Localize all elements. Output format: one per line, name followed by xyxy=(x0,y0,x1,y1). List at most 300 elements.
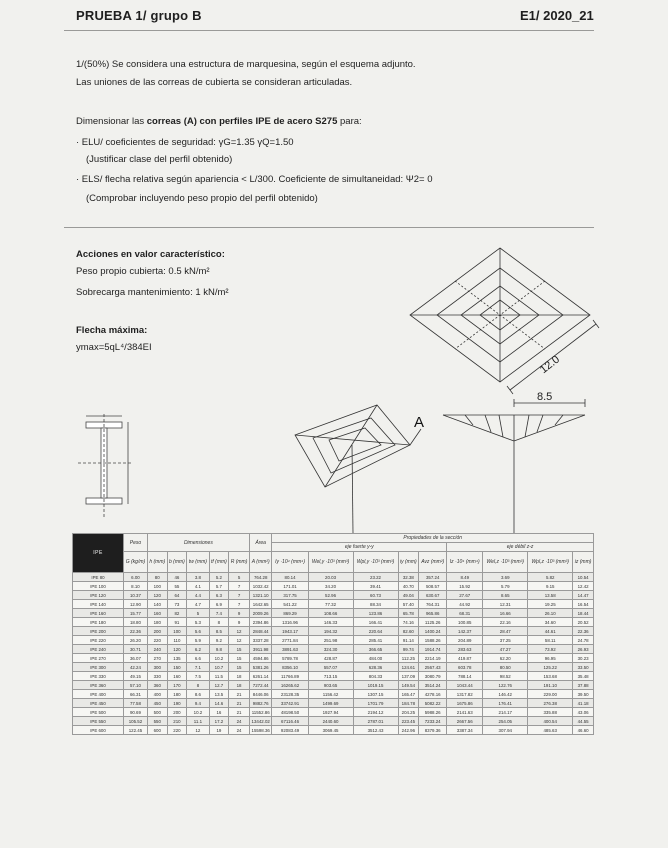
table-cell: 23.22 xyxy=(353,573,398,582)
maintenance-overload: Sobrecarga mantenimiento: 1 kN/m² xyxy=(76,287,229,298)
table-cell: 600 xyxy=(147,726,167,735)
table-cell: 251.98 xyxy=(308,636,353,645)
table-cell: 11.1 xyxy=(187,717,209,726)
table-cell: 12.42 xyxy=(573,582,594,591)
table-cell: 5381.26 xyxy=(249,663,272,672)
table-cell: 2567.43 xyxy=(419,663,447,672)
table-cell: 2214.19 xyxy=(419,654,447,663)
table-cell: 21 xyxy=(229,699,250,708)
table-cell: 12.7 xyxy=(209,681,229,690)
table-cell: 220 xyxy=(147,636,167,645)
table-cell: 3069.45 xyxy=(308,726,353,735)
table-cell: 120 xyxy=(167,645,187,654)
table-cell: 764.31 xyxy=(419,600,447,609)
profile-name: IPE 100 xyxy=(73,582,124,591)
table-cell: 19.25 xyxy=(528,600,573,609)
table-cell: 98.52 xyxy=(483,672,528,681)
table-cell: 91.14 xyxy=(398,636,419,645)
table-cell: 1317.82 xyxy=(447,690,483,699)
table-cell: 13442.02 xyxy=(249,717,272,726)
profile-name: IPE 600 xyxy=(73,726,124,735)
table-cell: 965.86 xyxy=(419,609,447,618)
column-header: Wpl,y ·10³ (mm³) xyxy=(353,552,398,573)
table-cell: 15 xyxy=(229,663,250,672)
table-cell: 15598.36 xyxy=(249,726,272,735)
table-row xyxy=(73,672,594,681)
table-cell: 2848.44 xyxy=(249,627,272,636)
table-cell: 21 xyxy=(229,690,250,699)
table-cell: 6.9 xyxy=(209,600,229,609)
table-cell: 13.5 xyxy=(209,690,229,699)
table-cell: 24 xyxy=(229,726,250,735)
table-cell: 6.6 xyxy=(187,654,209,663)
deflection-title: Flecha máxima: xyxy=(76,325,148,336)
table-cell: 6.3 xyxy=(209,591,229,600)
table-cell: 9882.76 xyxy=(249,699,272,708)
column-header: iz (mm) xyxy=(573,552,594,573)
table-row xyxy=(73,708,594,717)
table-cell: 77.32 xyxy=(308,600,353,609)
task-pre: Dimensionar las xyxy=(76,116,147,127)
profile-name: IPE 450 xyxy=(73,699,124,708)
table-row xyxy=(73,636,594,645)
table-cell: 220 xyxy=(167,726,187,735)
table-cell: 6.2 xyxy=(187,645,209,654)
table-cell: 46 xyxy=(167,573,187,582)
table-cell: 1642.65 xyxy=(249,600,272,609)
table-cell: 240 xyxy=(147,645,167,654)
table-cell: 628.36 xyxy=(353,663,398,672)
table-cell: 48198.50 xyxy=(272,708,308,717)
table-cell: 39.41 xyxy=(353,582,398,591)
column-header: Iy ·10⁴ (mm⁴) xyxy=(272,552,308,573)
table-cell: 146.33 xyxy=(308,618,353,627)
table-cell: 35.48 xyxy=(573,672,594,681)
table-cell: 8.10 xyxy=(124,582,148,591)
table-cell: 204.25 xyxy=(398,708,419,717)
table-cell: 73.92 xyxy=(528,645,573,654)
column-header: Iz ·10⁴ (mm⁴) xyxy=(447,552,483,573)
column-header: A (mm²) xyxy=(249,552,272,573)
table-cell: 788.14 xyxy=(447,672,483,681)
table-cell: 200 xyxy=(167,708,187,717)
column-header: iy (mm) xyxy=(398,552,419,573)
table-cell: 2394.86 xyxy=(249,618,272,627)
profile-name: IPE 180 xyxy=(73,618,124,627)
table-cell: 1675.86 xyxy=(447,699,483,708)
label-A: A xyxy=(414,414,425,431)
elu-note: (Justificar clase del perfil obtenido) xyxy=(86,154,233,165)
table-cell: 603.78 xyxy=(447,663,483,672)
table-cell: 14.47 xyxy=(573,591,594,600)
table-cell: 15 xyxy=(229,654,250,663)
table-cell: 557.07 xyxy=(308,663,353,672)
table-cell: 16.54 xyxy=(573,600,594,609)
table-cell: 21 xyxy=(229,708,250,717)
table-cell: 3891.63 xyxy=(272,645,308,654)
table-cell: 8.65 xyxy=(483,591,528,600)
table-cell: 105.52 xyxy=(124,717,148,726)
table-cell: 184.78 xyxy=(398,699,419,708)
table-cell: 1032.42 xyxy=(249,582,272,591)
table-cell: 47.27 xyxy=(483,645,528,654)
table-cell: 37.25 xyxy=(483,636,528,645)
column-header: R (mm) xyxy=(229,552,250,573)
table-cell: 1321.10 xyxy=(249,591,272,600)
dimension-horizontal: 8.5 xyxy=(537,391,553,403)
table-cell: 1316.96 xyxy=(272,618,308,627)
table-cell: 123.86 xyxy=(353,609,398,618)
table-cell: 508.57 xyxy=(419,582,447,591)
table-cell: 2009.26 xyxy=(249,609,272,618)
column-header: tw (mm) xyxy=(187,552,209,573)
table-cell: 36.07 xyxy=(124,654,148,663)
table-cell: 3387.34 xyxy=(447,726,483,735)
table-cell: 26.10 xyxy=(528,609,573,618)
table-cell: 10.2 xyxy=(187,708,209,717)
profile-name: IPE 360 xyxy=(73,681,124,690)
table-cell: 16 xyxy=(209,708,229,717)
intro-line-2: Las uniones de las correas de cubierta se consideran articuladas. xyxy=(76,77,353,88)
intro-line-1: 1/(50%) Se considera una estructura de marquesina, según el esquema adjunto. xyxy=(76,59,416,70)
table-cell: 46.60 xyxy=(573,726,594,735)
table-cell: 484.00 xyxy=(353,654,398,663)
table-cell: 254.05 xyxy=(483,717,528,726)
table-cell: 18.80 xyxy=(124,618,148,627)
table-cell: 3337.28 xyxy=(249,636,272,645)
col-group-props: Propiedades de la sección xyxy=(272,534,594,543)
table-row xyxy=(73,582,594,591)
ipe-logo: IPE xyxy=(73,534,124,573)
table-cell: 8.49 xyxy=(447,573,483,582)
table-cell: 74.16 xyxy=(398,618,419,627)
table-cell: 16265.62 xyxy=(272,681,308,690)
table-cell: 180 xyxy=(167,690,187,699)
profile-name: IPE 240 xyxy=(73,645,124,654)
table-cell: 41.18 xyxy=(573,699,594,708)
table-cell: 2440.60 xyxy=(308,717,353,726)
table-cell: 17.2 xyxy=(209,717,229,726)
table-cell: 194.32 xyxy=(308,627,353,636)
table-cell: 4.7 xyxy=(187,600,209,609)
table-cell: 3.8 xyxy=(187,573,209,582)
table-cell: 6261.14 xyxy=(249,672,272,681)
table-cell: 283.63 xyxy=(447,645,483,654)
table-cell: 214.17 xyxy=(483,708,528,717)
table-cell: 210 xyxy=(167,717,187,726)
profile-name: IPE 140 xyxy=(73,600,124,609)
table-cell: 7.1 xyxy=(187,663,209,672)
table-cell: 7233.24 xyxy=(419,717,447,726)
table-cell: 317.75 xyxy=(272,591,308,600)
table-cell: 77.58 xyxy=(124,699,148,708)
table-cell: 166.41 xyxy=(353,618,398,627)
actions-title: Acciones en valor característico: xyxy=(76,249,225,260)
table-cell: 100 xyxy=(167,627,187,636)
table-cell: 9 xyxy=(229,618,250,627)
table-cell: 5.9 xyxy=(187,636,209,645)
table-cell: 630.67 xyxy=(419,591,447,600)
column-header: Wel,y ·10³ (mm³) xyxy=(308,552,353,573)
table-cell: 32.38 xyxy=(398,573,419,582)
table-cell: 1914.74 xyxy=(419,645,447,654)
table-cell: 7.4 xyxy=(209,609,229,618)
table-cell: 1125.26 xyxy=(419,618,447,627)
table-cell: 20.52 xyxy=(573,618,594,627)
table-cell: 171.01 xyxy=(272,582,308,591)
table-cell: 5 xyxy=(187,609,209,618)
exam-title: PRUEBA 1/ grupo B xyxy=(76,8,202,23)
table-cell: 8.5 xyxy=(209,627,229,636)
table-cell: 450 xyxy=(147,699,167,708)
table-cell: 5.7 xyxy=(209,582,229,591)
table-cell: 60.73 xyxy=(353,591,398,600)
column-header: tf (mm) xyxy=(209,552,229,573)
table-cell: 5.2 xyxy=(209,573,229,582)
table-cell: 15 xyxy=(229,645,250,654)
table-cell: 1499.69 xyxy=(308,699,353,708)
table-cell: 4594.86 xyxy=(249,654,272,663)
table-cell: 18.44 xyxy=(573,609,594,618)
table-cell: 8446.06 xyxy=(249,690,272,699)
section-divider xyxy=(64,227,594,228)
table-cell: 713.15 xyxy=(308,672,353,681)
table-cell: 149.54 xyxy=(398,681,419,690)
table-cell: 160 xyxy=(167,672,187,681)
perspective-drawing xyxy=(285,385,595,535)
profile-name: IPE 550 xyxy=(73,717,124,726)
table-cell: 57.10 xyxy=(124,681,148,690)
table-cell: 307.94 xyxy=(483,726,528,735)
table-cell: 65.78 xyxy=(398,609,419,618)
table-cell: 3514.24 xyxy=(419,681,447,690)
table-cell: 3911.98 xyxy=(249,645,272,654)
table-cell: 112.25 xyxy=(398,654,419,663)
table-cell: 541.22 xyxy=(272,600,308,609)
table-cell: 220.64 xyxy=(353,627,398,636)
ipe-table-body xyxy=(73,573,594,735)
table-row xyxy=(73,618,594,627)
table-cell: 3.69 xyxy=(483,573,528,582)
table-cell: 5.3 xyxy=(187,618,209,627)
table-cell: 360 xyxy=(147,681,167,690)
table-cell: 88.34 xyxy=(353,600,398,609)
table-cell: 52.96 xyxy=(308,591,353,600)
ipe-profile-table xyxy=(72,533,594,735)
table-cell: 27.67 xyxy=(447,591,483,600)
table-cell: 122.76 xyxy=(483,681,528,690)
col-group-area: Área xyxy=(249,534,272,552)
table-cell: 4.4 xyxy=(187,591,209,600)
table-cell: 24.78 xyxy=(573,636,594,645)
table-row xyxy=(73,717,594,726)
table-cell: 12.31 xyxy=(483,600,528,609)
table-row xyxy=(73,699,594,708)
table-cell: 7272.44 xyxy=(249,681,272,690)
table-cell: 3080.79 xyxy=(419,672,447,681)
table-cell: 4278.16 xyxy=(419,690,447,699)
table-cell: 2141.63 xyxy=(447,708,483,717)
table-cell: 146.42 xyxy=(483,690,528,699)
table-cell: 8 xyxy=(209,618,229,627)
table-cell: 550 xyxy=(147,717,167,726)
table-cell: 30.71 xyxy=(124,645,148,654)
table-cell: 12 xyxy=(187,726,209,735)
table-cell: 335.88 xyxy=(528,708,573,717)
table-cell: 8 xyxy=(187,681,209,690)
profile-name: IPE 500 xyxy=(73,708,124,717)
table-cell: 99.74 xyxy=(398,645,419,654)
table-cell: 9.2 xyxy=(209,636,229,645)
table-cell: 366.65 xyxy=(353,645,398,654)
table-cell: 191.10 xyxy=(528,681,573,690)
table-cell: 14.6 xyxy=(209,699,229,708)
table-cell: 428.87 xyxy=(308,654,353,663)
table-cell: 5.82 xyxy=(528,573,573,582)
table-cell: 500 xyxy=(147,708,167,717)
table-cell: 26.93 xyxy=(573,645,594,654)
col-group-peso: Peso xyxy=(124,534,148,552)
table-cell: 73 xyxy=(167,600,187,609)
table-cell: 324.30 xyxy=(308,645,353,654)
table-cell: 12 xyxy=(229,636,250,645)
table-cell: 90.69 xyxy=(124,708,148,717)
table-row xyxy=(73,726,594,735)
table-cell: 180 xyxy=(147,618,167,627)
table-cell: 92083.49 xyxy=(272,726,308,735)
table-row xyxy=(73,591,594,600)
table-cell: 80 xyxy=(147,573,167,582)
table-row xyxy=(73,690,594,699)
table-cell: 142.37 xyxy=(447,627,483,636)
table-cell: 2787.01 xyxy=(353,717,398,726)
table-cell: 68.31 xyxy=(447,609,483,618)
table-cell: 22.36 xyxy=(124,627,148,636)
table-cell: 5.79 xyxy=(483,582,528,591)
table-cell: 150 xyxy=(167,663,187,672)
table-cell: 15.77 xyxy=(124,609,148,618)
table-cell: 23128.35 xyxy=(272,690,308,699)
table-cell: 11766.89 xyxy=(272,672,308,681)
table-cell: 9.15 xyxy=(528,582,573,591)
table-cell: 1307.15 xyxy=(353,690,398,699)
table-cell: 1943.17 xyxy=(272,627,308,636)
table-cell: 1927.94 xyxy=(308,708,353,717)
table-cell: 200 xyxy=(147,627,167,636)
header-divider xyxy=(64,30,594,31)
table-cell: 1400.24 xyxy=(419,627,447,636)
table-cell: 2771.84 xyxy=(272,636,308,645)
table-cell: 20.03 xyxy=(308,573,353,582)
table-cell: 91 xyxy=(167,618,187,627)
table-cell: 165.47 xyxy=(398,690,419,699)
table-cell: 22.16 xyxy=(483,618,528,627)
table-cell: 40.70 xyxy=(398,582,419,591)
table-cell: 49.04 xyxy=(398,591,419,600)
profile-name: IPE 270 xyxy=(73,654,124,663)
table-cell: 33.50 xyxy=(573,663,594,672)
column-header: Wel,z ·10³ (mm³) xyxy=(483,552,528,573)
table-cell: 4.1 xyxy=(187,582,209,591)
table-cell: 400 xyxy=(147,690,167,699)
table-cell: 16.66 xyxy=(483,609,528,618)
els-line: · ELS/ flecha relativa según apariencia < L/300. Coeficiente de simultaneidad: Ψ2= 0 xyxy=(76,174,433,185)
table-cell: 176.41 xyxy=(483,699,528,708)
table-cell: 330 xyxy=(147,672,167,681)
table-cell: 26.20 xyxy=(124,636,148,645)
table-cell: 100 xyxy=(147,582,167,591)
table-cell: 120 xyxy=(147,591,167,600)
table-cell: 6.00 xyxy=(124,573,148,582)
column-units-row xyxy=(73,552,594,573)
table-cell: 110 xyxy=(167,636,187,645)
profile-name: IPE 330 xyxy=(73,672,124,681)
table-cell: 11.5 xyxy=(209,672,229,681)
table-cell: 8379.36 xyxy=(419,726,447,735)
table-row xyxy=(73,627,594,636)
table-cell: 12 xyxy=(229,627,250,636)
table-cell: 10.54 xyxy=(573,573,594,582)
table-cell: 37.88 xyxy=(573,681,594,690)
table-cell: 170 xyxy=(167,681,187,690)
table-cell: 34.60 xyxy=(528,618,573,627)
table-cell: 24 xyxy=(229,717,250,726)
table-cell: 764.28 xyxy=(249,573,272,582)
table-cell: 804.33 xyxy=(353,672,398,681)
table-cell: 33742.91 xyxy=(272,699,308,708)
table-cell: 270 xyxy=(147,654,167,663)
table-cell: 10.2 xyxy=(209,654,229,663)
column-header: Avz (mm²) xyxy=(419,552,447,573)
table-cell: 869.29 xyxy=(272,609,308,618)
col-group-dimensiones: Dimensiones xyxy=(147,534,249,552)
table-cell: 18 xyxy=(229,672,250,681)
table-cell: 7 xyxy=(229,591,250,600)
table-cell: 190 xyxy=(167,699,187,708)
elu-line: · ELU/ coeficientes de seguridad: γG=1.35 γQ=1.50 xyxy=(76,137,294,148)
table-cell: 13.58 xyxy=(528,591,573,600)
table-cell: 903.65 xyxy=(308,681,353,690)
table-cell: 2667.56 xyxy=(447,717,483,726)
table-cell: 64 xyxy=(167,591,187,600)
table-cell: 7 xyxy=(229,582,250,591)
table-cell: 124.61 xyxy=(398,663,419,672)
col-group-weak-axis: eje débil z-z xyxy=(447,543,594,552)
exam-code: E1/ 2020_21 xyxy=(520,8,594,23)
task-bold: correas (A) con perfiles IPE de acero S275 xyxy=(146,116,338,127)
table-cell: 15.92 xyxy=(447,582,483,591)
table-cell: 357.24 xyxy=(419,573,447,582)
table-cell: 44.92 xyxy=(447,600,483,609)
table-cell: 9.8 xyxy=(209,645,229,654)
table-cell: 485.63 xyxy=(528,726,573,735)
table-cell: 276.38 xyxy=(528,699,573,708)
table-cell: 39.50 xyxy=(573,690,594,699)
table-cell: 125.22 xyxy=(528,663,573,672)
table-cell: 1701.79 xyxy=(353,699,398,708)
table-cell: 58.11 xyxy=(528,636,573,645)
column-header: Wpl,z ·10³ (mm³) xyxy=(528,552,573,573)
column-header: G (kg/m) xyxy=(124,552,148,573)
table-cell: 5789.78 xyxy=(272,654,308,663)
table-cell: 100.85 xyxy=(447,618,483,627)
table-cell: 3512.43 xyxy=(353,726,398,735)
table-cell: 5988.26 xyxy=(419,708,447,717)
table-cell: 28.47 xyxy=(483,627,528,636)
table-cell: 80.14 xyxy=(272,573,308,582)
table-cell: 67116.46 xyxy=(272,717,308,726)
table-cell: 44.61 xyxy=(528,627,573,636)
